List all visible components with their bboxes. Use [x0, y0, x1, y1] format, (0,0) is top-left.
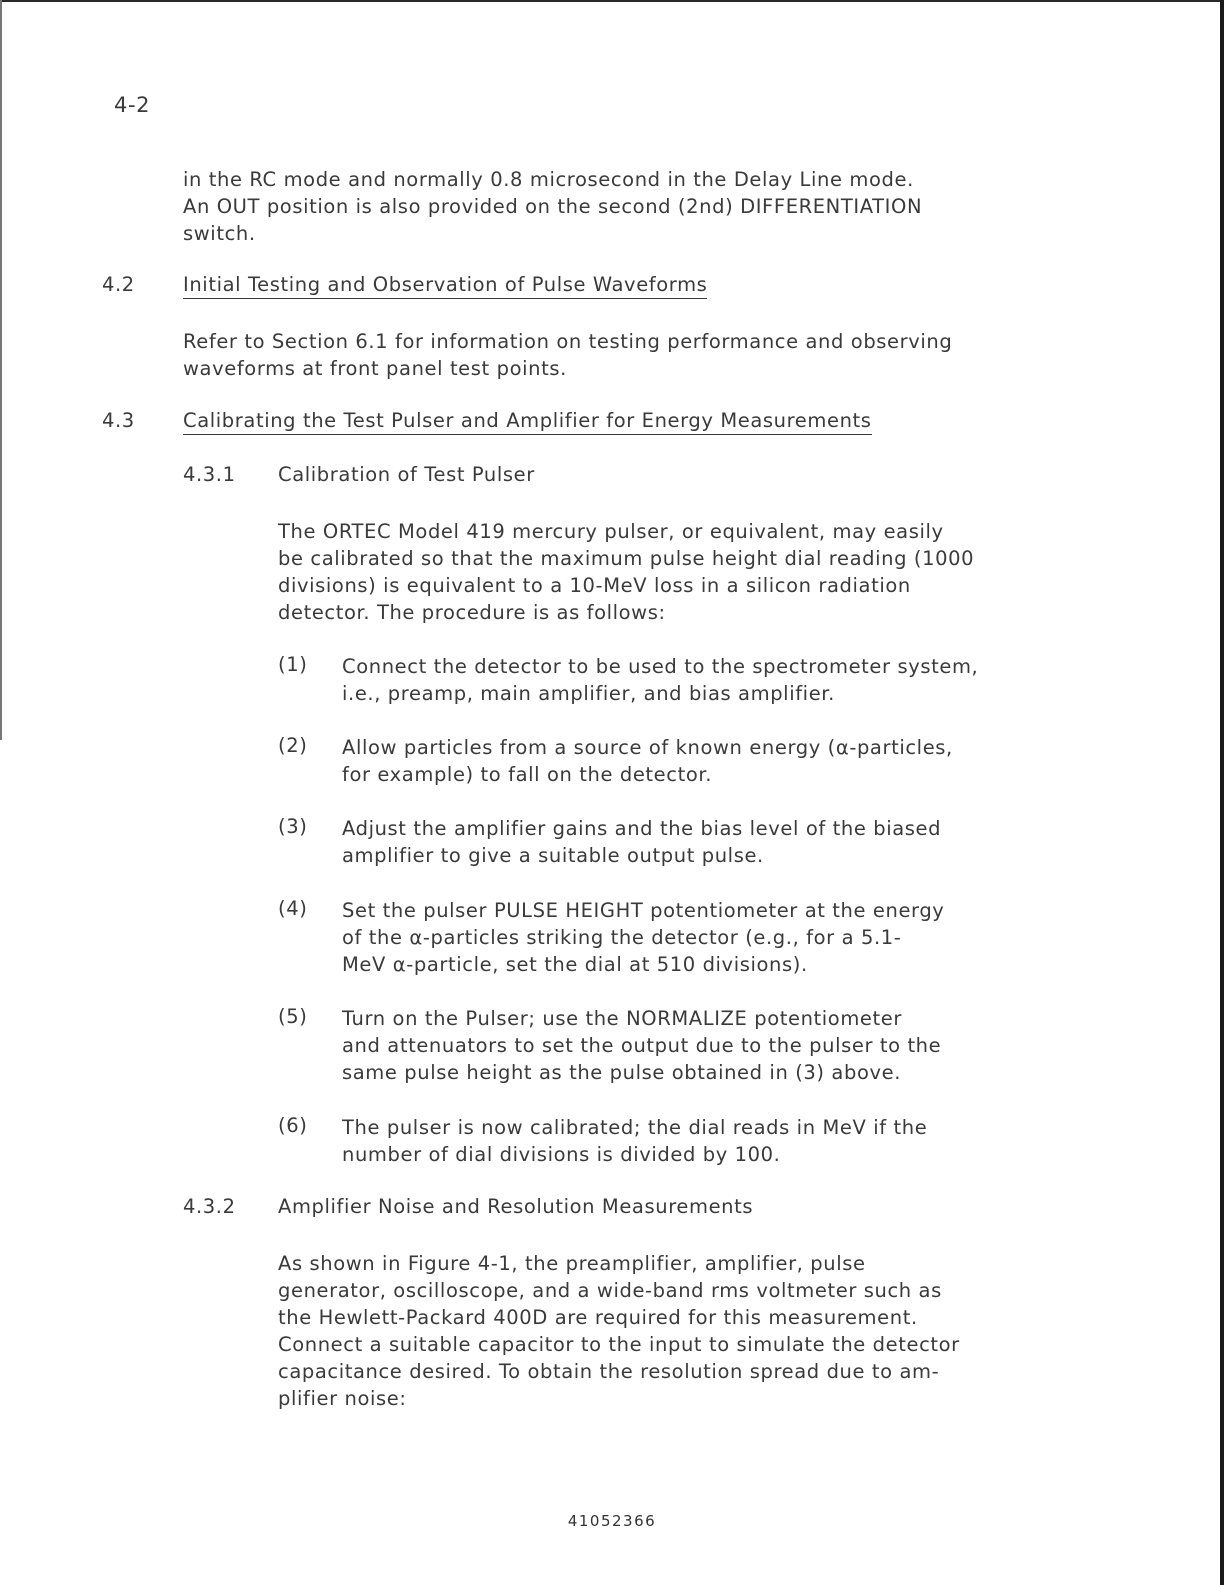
section-4-3-2-title: Amplifier Noise and Resolution Measurements [278, 1195, 754, 1218]
page-top-edge [0, 0, 1224, 2]
step-5-label: (5) [278, 1005, 308, 1028]
section-4-3-2-number: 4.3.2 [183, 1195, 236, 1218]
section-4-3-number: 4.3 [102, 409, 135, 432]
section-4-2-title-text: Initial Testing and Observation of Pulse Waveforms [183, 273, 707, 299]
section-4-2-title [183, 273, 707, 296]
page-right-edge [1220, 0, 1224, 1585]
step-4-text: Set the pulser PULSE HEIGHT potentiometer at the energy of the α-particles striking the detector (e.g., for a 5.1- MeV α-particle, set the dial at 510 divisions). [342, 899, 945, 976]
footer-document-code: 41052366 [567, 1512, 657, 1530]
step-4-label: (4) [278, 897, 308, 920]
section-4-3-1-body: The ORTEC Model 419 mercury pulser, or equivalent, may easily be calibrated so that the maximum pulse height dial reading (1000 divisions) is equivalent to a 10-MeV loss in a silicon radiation detector. The procedure is as follows: [278, 520, 975, 624]
section-4-3-2-body: As shown in Figure 4-1, the preamplifier, amplifier, pulse generator, oscilloscope, and a wide-band rms voltmeter such as the Hewlett-Packard 400D are required for this measurement. Connect a suitable capacitor to the input to simulate the detector capacitance desired. To obtain the resolution spread due to am- plifier noise: [278, 1252, 960, 1410]
section-4-3-title [183, 409, 872, 432]
step-6-text: The pulser is now calibrated; the dial reads in MeV if the number of dial divisions is divided by 100. [342, 1116, 928, 1166]
step-2-text: Allow particles from a source of known energy (α-particles, for example) to fall on the detector. [342, 736, 953, 786]
section-4-3-title-text: Calibrating the Test Pulser and Amplifier for Energy Measurements [183, 409, 872, 435]
page-left-edge [0, 0, 2, 740]
step-5-text: Turn on the Pulser; use the NORMALIZE potentiometer and attenuators to set the output due to the pulser to the same pulse height as the pulse obtained in (3) above. [342, 1007, 942, 1084]
section-4-3-1-number: 4.3.1 [183, 463, 236, 486]
section-4-3-1-title: Calibration of Test Pulser [278, 463, 535, 486]
step-1-label: (1) [278, 653, 308, 676]
step-6-label: (6) [278, 1114, 308, 1137]
section-4-2-number: 4.2 [102, 273, 135, 296]
step-1-text: Connect the detector to be used to the spectrometer system, i.e., preamp, main amplifier, and bias amplifier. [342, 655, 979, 705]
intro-paragraph: in the RC mode and normally 0.8 microsecond in the Delay Line mode. An OUT position is also provided on the second (2nd) DIFFERENTIATION switch. [183, 168, 923, 245]
step-3-text: Adjust the amplifier gains and the bias level of the biased amplifier to give a suitable output pulse. [342, 817, 942, 867]
step-2-label: (2) [278, 734, 308, 757]
section-4-2-body: Refer to Section 6.1 for information on testing performance and observing waveforms at front panel test points. [183, 330, 953, 380]
page-number: 4-2 [114, 93, 151, 117]
step-3-label: (3) [278, 815, 308, 838]
